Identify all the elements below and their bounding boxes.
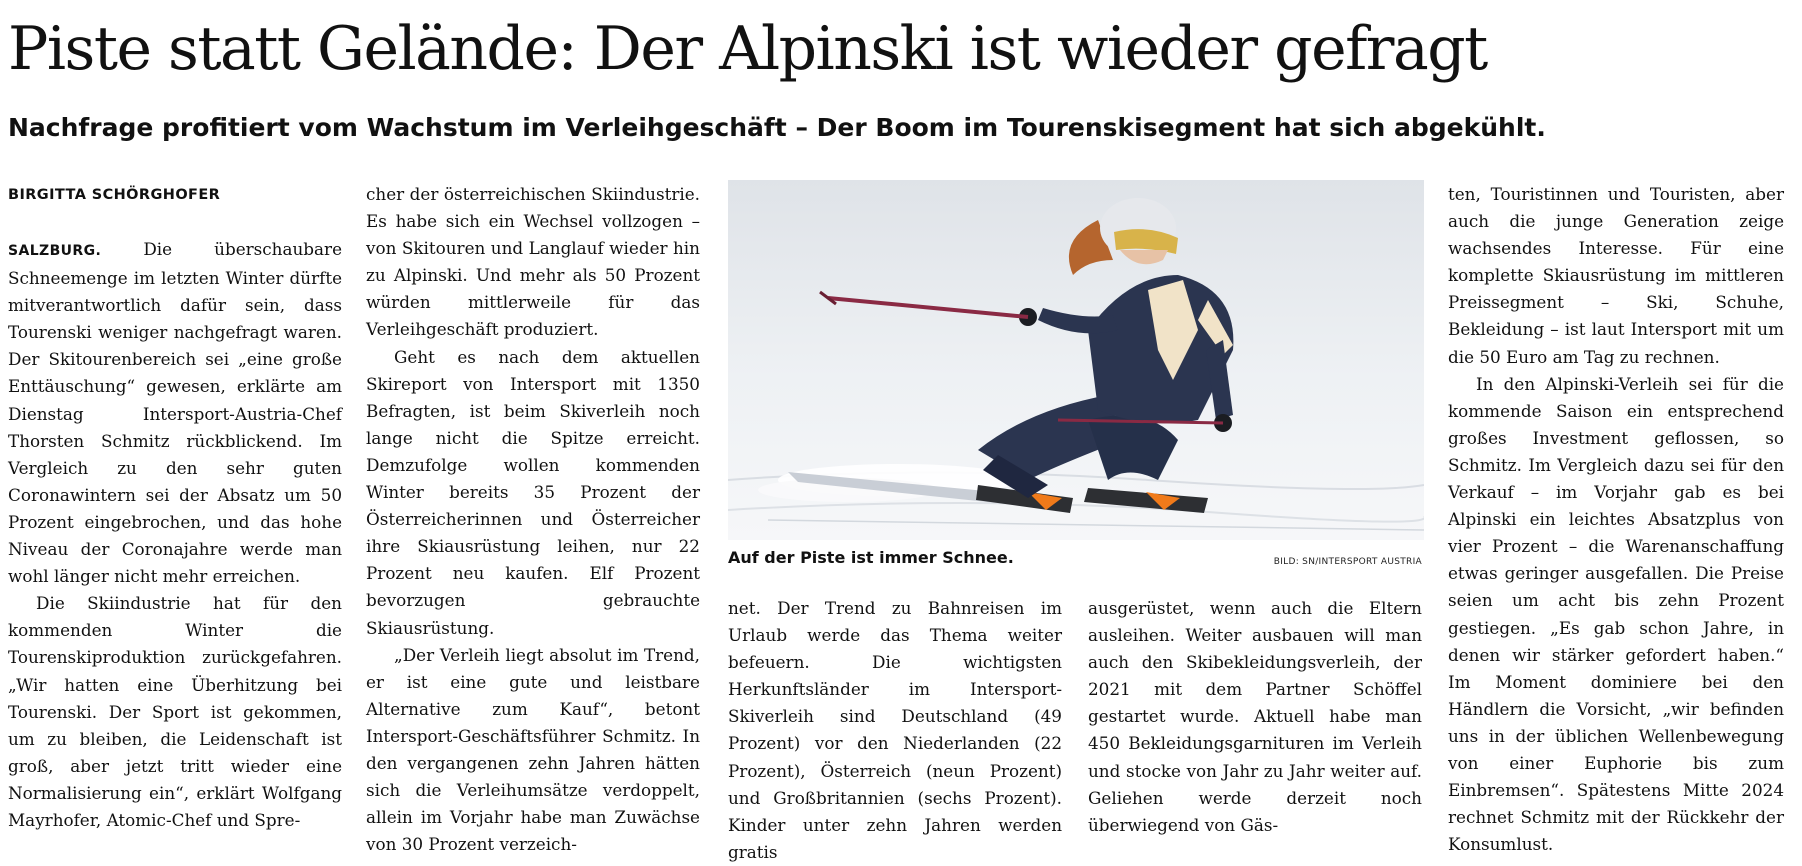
body-paragraph: ausgerüstet, wenn auch die Eltern ausleihen. Weiter ausbauen will man auch den Skibekleidungsverleih, der 2021 mit dem Partner Schöffel gestartet wurde. Aktuell habe man 450 Bekleidungsgarnituren im Verleih und stocke von Jahr zu Jahr weiter auf. Geliehen werde derzeit noch überwiegend von Gäs- bbox=[1088, 598, 1422, 835]
article-column-1 bbox=[8, 236, 342, 834]
photo-caption: Auf der Piste ist immer Schnee. bbox=[728, 548, 1014, 567]
body-paragraph: cher der österreichischen Skiindustrie. Es habe sich ein Wechsel vollzogen – von Skitouren und Langlauf wieder hin zu Alpinski. Und mehr als 50 Prozent würden mittlerweile für das Verleihgeschäft produziert. bbox=[366, 184, 700, 340]
photo-credit: BILD: SN/INTERSPORT AUSTRIA bbox=[1273, 557, 1422, 567]
article-subheadline: Nachfrage profitiert vom Wachstum im Verleihgeschäft – Der Boom im Tourenskisegment hat sich abgekühlt. bbox=[8, 113, 1546, 142]
dateline: SALZBURG. bbox=[8, 243, 102, 259]
body-paragraph: ten, Touristinnen und Touristen, aber auch die junge Generation zeige wachsendes Interesse. Für eine komplette Skiausrüstung im mittleren Preissegment – Ski, Schuhe, Bekleidung – ist laut Intersport mit um die 50 Euro am Tag zu rechnen. bbox=[1448, 184, 1784, 367]
skier-photo bbox=[728, 180, 1424, 540]
body-paragraph: Geht es nach dem aktuellen Skireport von Intersport mit 1350 Befragten, ist beim Skiverleih noch lange nicht die Spitze erreicht. Demzufolge wollen kommenden Winter bereits 35 Prozent der Österreicherinnen und Österreicher ihre Skiausrüstung leihen, nur 22 Prozent neu kaufen. Elf Prozent bevorzugen gebrauchte Skiausrüstung. bbox=[366, 346, 700, 638]
body-paragraph: „Der Verleih liegt absolut im Trend, er ist eine gute und leistbare Alternative zum Kauf“, betont Intersport-Geschäftsführer Schmitz. In den vergangenen zehn Jahren hätten sich die Verleihumsätze verdoppelt, allein im Vorjahr habe man Zuwächse von 30 Prozent verzeich- bbox=[366, 644, 700, 855]
body-paragraph: Die Skiindustrie hat für den kommenden Winter die Tourenskiproduktion zurückgefahren. „Wir hatten eine Überhitzung bei Tourenski. Der Sport ist gekommen, um zu bleiben, die Leidenschaft ist groß, aber jetzt tritt wieder eine Normalisierung ein“, erklärt Wolfgang Mayrhofer, Atomic-Chef und Spre- bbox=[8, 593, 342, 830]
author-byline: BIRGITTA SCHÖRGHOFER bbox=[8, 187, 221, 203]
lead-paragraph bbox=[8, 236, 342, 590]
article-column-5 bbox=[1448, 181, 1784, 858]
body-paragraph: In den Alpinski-Verleih sei für die kommende Saison ein entsprechend großes Investment geflossen, so Schmitz. Im Vergleich dazu sei für den Verkauf – im Vorjahr gab es bei Alpinski ein leichtes Absatzplus von vier Prozent – die Warenanschaffung etwas geringer ausgefallen. Die Preise seien um acht bis zehn Prozent gestiegen. „Es gab schon Jahre, in denen wir stärker gefordert haben.“ Im Moment dominiere bei den Händlern die Vorsicht, „wir befinden uns in der üblichen Wellenbewegung von einer Euphorie bis zum Einbremsen“. Spätestens Mitte 2024 rechnet Schmitz mit der Rückkehr der Konsumlust. bbox=[1448, 373, 1784, 855]
article-column-3 bbox=[728, 595, 1062, 866]
article-headline: Piste statt Gelände: Der Alpinski ist wieder gefragt bbox=[8, 14, 1487, 84]
lead-text: Die überschaubare Schneemenge im letzten Winter dürfte mitverantwortlich dafür sein, dass Tourenski weniger nachgefragt waren. Der Skitourenbereich sei „eine große Enttäuschung“ gewesen, erklärte am Dienstag Intersport-Austria-Chef Thorsten Schmitz rückblickend. Im Vergleich zu den sehr guten Coronawintern sei der Absatz um 50 Prozent eingebrochen, und das hohe Niveau der Coronajahre werde man wohl länger nicht mehr erreichen. bbox=[8, 239, 342, 587]
article-column-4 bbox=[1088, 595, 1422, 839]
body-paragraph: net. Der Trend zu Bahnreisen im Urlaub werde das Thema weiter befeuern. Die wichtigsten Herkunftsländer im Intersport-Skiverleih sind Deutschland (49 Prozent) vor den Niederlanden (22 Prozent), Österreich (neun Prozent) und Großbritannien (sechs Prozent). Kinder unter zehn Jahren werden gratis bbox=[728, 598, 1062, 862]
article-column-2 bbox=[366, 181, 700, 858]
